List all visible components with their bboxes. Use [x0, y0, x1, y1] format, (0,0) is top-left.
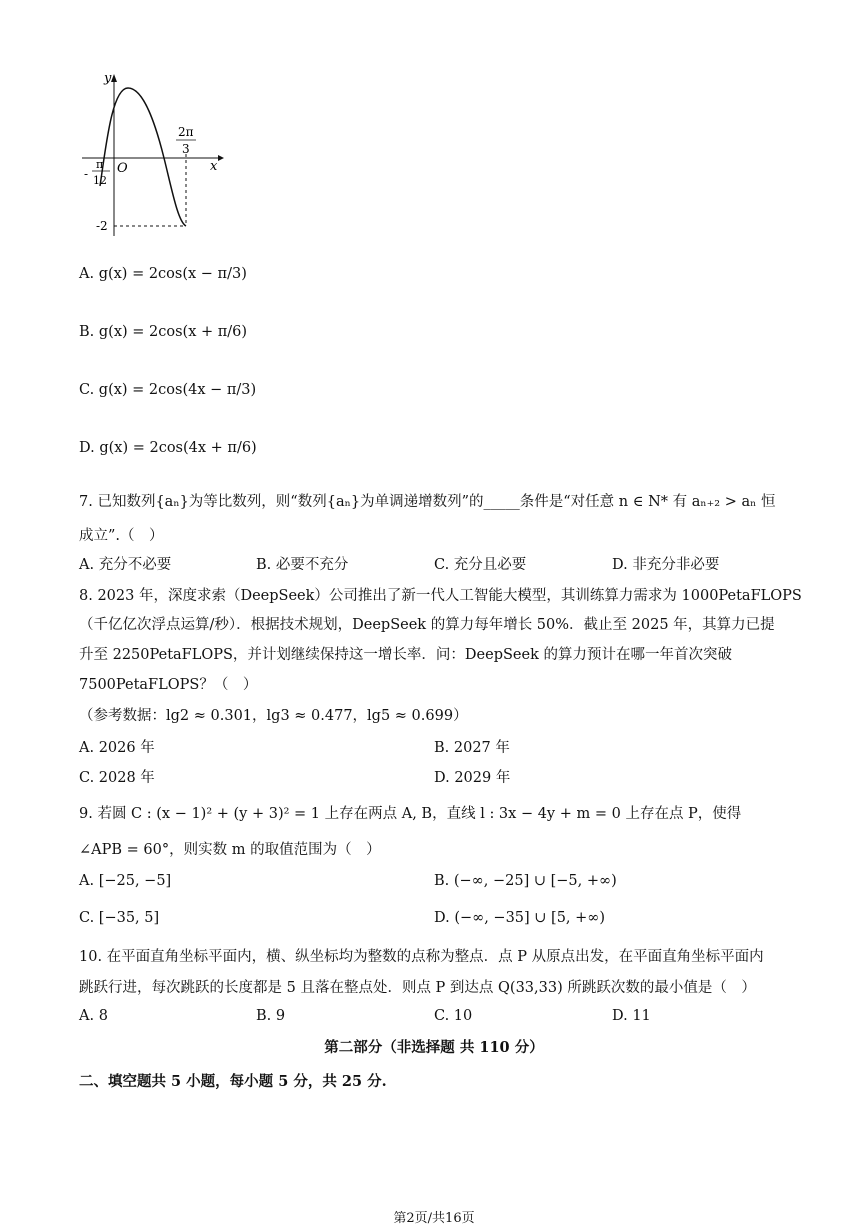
- function-graph: [78, 66, 228, 246]
- q10-option-b: B. 9: [256, 1008, 286, 1024]
- y-min-label: -2: [96, 219, 108, 233]
- q8-line-4: 7500PetaFLOPS？（ ）: [79, 677, 258, 693]
- origin-label: O: [117, 161, 128, 176]
- cosine-curve: [100, 88, 186, 226]
- q10-option-d: D. 11: [612, 1008, 651, 1024]
- q7-option-a: A. 充分不必要: [79, 557, 172, 573]
- y-axis-arrow: [111, 74, 117, 82]
- x-right-num: 2π: [178, 125, 194, 139]
- q7-option-d: D. 非充分非必要: [612, 557, 720, 573]
- q8-option-b: B. 2027 年: [434, 740, 510, 756]
- q9-option-a: A. [−25, −5]: [79, 873, 172, 889]
- q6-option-a: A. g(x) = 2cos(x − π/3): [79, 266, 247, 282]
- q8-line-2: （千亿亿次浮点运算/秒）．根据技术规划，DeepSeek 的算力每年增长 50%．截止至 2025 年，其算力已提: [79, 617, 775, 633]
- x-left-den: 12: [93, 174, 107, 187]
- q8-option-a: A. 2026 年: [79, 740, 155, 756]
- page-footer: 第2页/共16页: [393, 1211, 475, 1226]
- q7-option-b: B. 必要不充分: [256, 557, 349, 573]
- q9-option-c: C. [−35, 5]: [79, 910, 160, 926]
- x-axis-arrow: [218, 155, 224, 161]
- q6-option-b: B. g(x) = 2cos(x + π/6): [79, 324, 248, 340]
- q6-option-c: C. g(x) = 2cos(4x − π/3): [79, 382, 257, 398]
- q9-option-b: B. (−∞, −25] ∪ [−5, +∞): [434, 873, 617, 889]
- q7-line-1: 7. 已知数列{aₙ}为等比数列，则“数列{aₙ}为单调递增数列”的_____条件是“对任意 n ∈ N* 有 aₙ₊₂ > aₙ 恒: [79, 494, 776, 510]
- q7-line-2: 成立”.（ ）: [79, 528, 164, 544]
- q8-option-c: C. 2028 年: [79, 770, 155, 786]
- q10-option-c: C. 10: [434, 1008, 473, 1024]
- q8-option-d: D. 2029 年: [434, 770, 511, 786]
- q10-line-2: 跳跃行进，每次跳跃的长度都是 5 且落在整点处．则点 P 到达点 Q(33,33) 所跳跃次数的最小值是（ ）: [79, 980, 756, 996]
- x-right-den: 3: [182, 142, 190, 156]
- q9-line-1: 9. 若圆 C : (x − 1)² + (y + 3)² = 1 上存在两点 A, B，直线 l : 3x − 4y + m = 0 上存在点 P，使得: [79, 806, 742, 822]
- q7-option-c: C. 充分且必要: [434, 557, 527, 573]
- q9-option-d: D. (−∞, −35] ∪ [5, +∞): [434, 910, 606, 926]
- x-axis-label: x: [210, 159, 218, 174]
- q8-line-1: 8. 2023 年，深度求索（DeepSeek）公司推出了新一代人工智能大模型，其训练算力需求为 1000PetaFLOPS: [79, 588, 802, 604]
- q6-option-d: D. g(x) = 2cos(4x + π/6): [79, 440, 257, 456]
- q8-reference-data: （参考数据：lg2 ≈ 0.301，lg3 ≈ 0.477，lg5 ≈ 0.699）: [79, 708, 468, 724]
- section-two-heading: 二、填空题共 5 小题，每小题 5 分，共 25 分.: [79, 1073, 387, 1090]
- x-left-num: π: [96, 158, 104, 171]
- x-left-sign: -: [84, 167, 89, 181]
- q8-line-3: 升至 2250PetaFLOPS，并计划继续保持这一增长率．问：DeepSeek 的算力预计在哪一年首次突破: [79, 647, 732, 663]
- q9-line-2: ∠APB = 60°，则实数 m 的取值范围为（ ）: [79, 842, 381, 858]
- y-axis-label: y: [104, 71, 112, 86]
- q10-line-1: 10. 在平面直角坐标平面内，横、纵坐标均为整数的点称为整点．点 P 从原点出发，在平面直角坐标平面内: [79, 949, 764, 965]
- q10-option-a: A. 8: [79, 1008, 108, 1024]
- part-two-title: 第二部分（非选择题 共 110 分）: [324, 1039, 544, 1056]
